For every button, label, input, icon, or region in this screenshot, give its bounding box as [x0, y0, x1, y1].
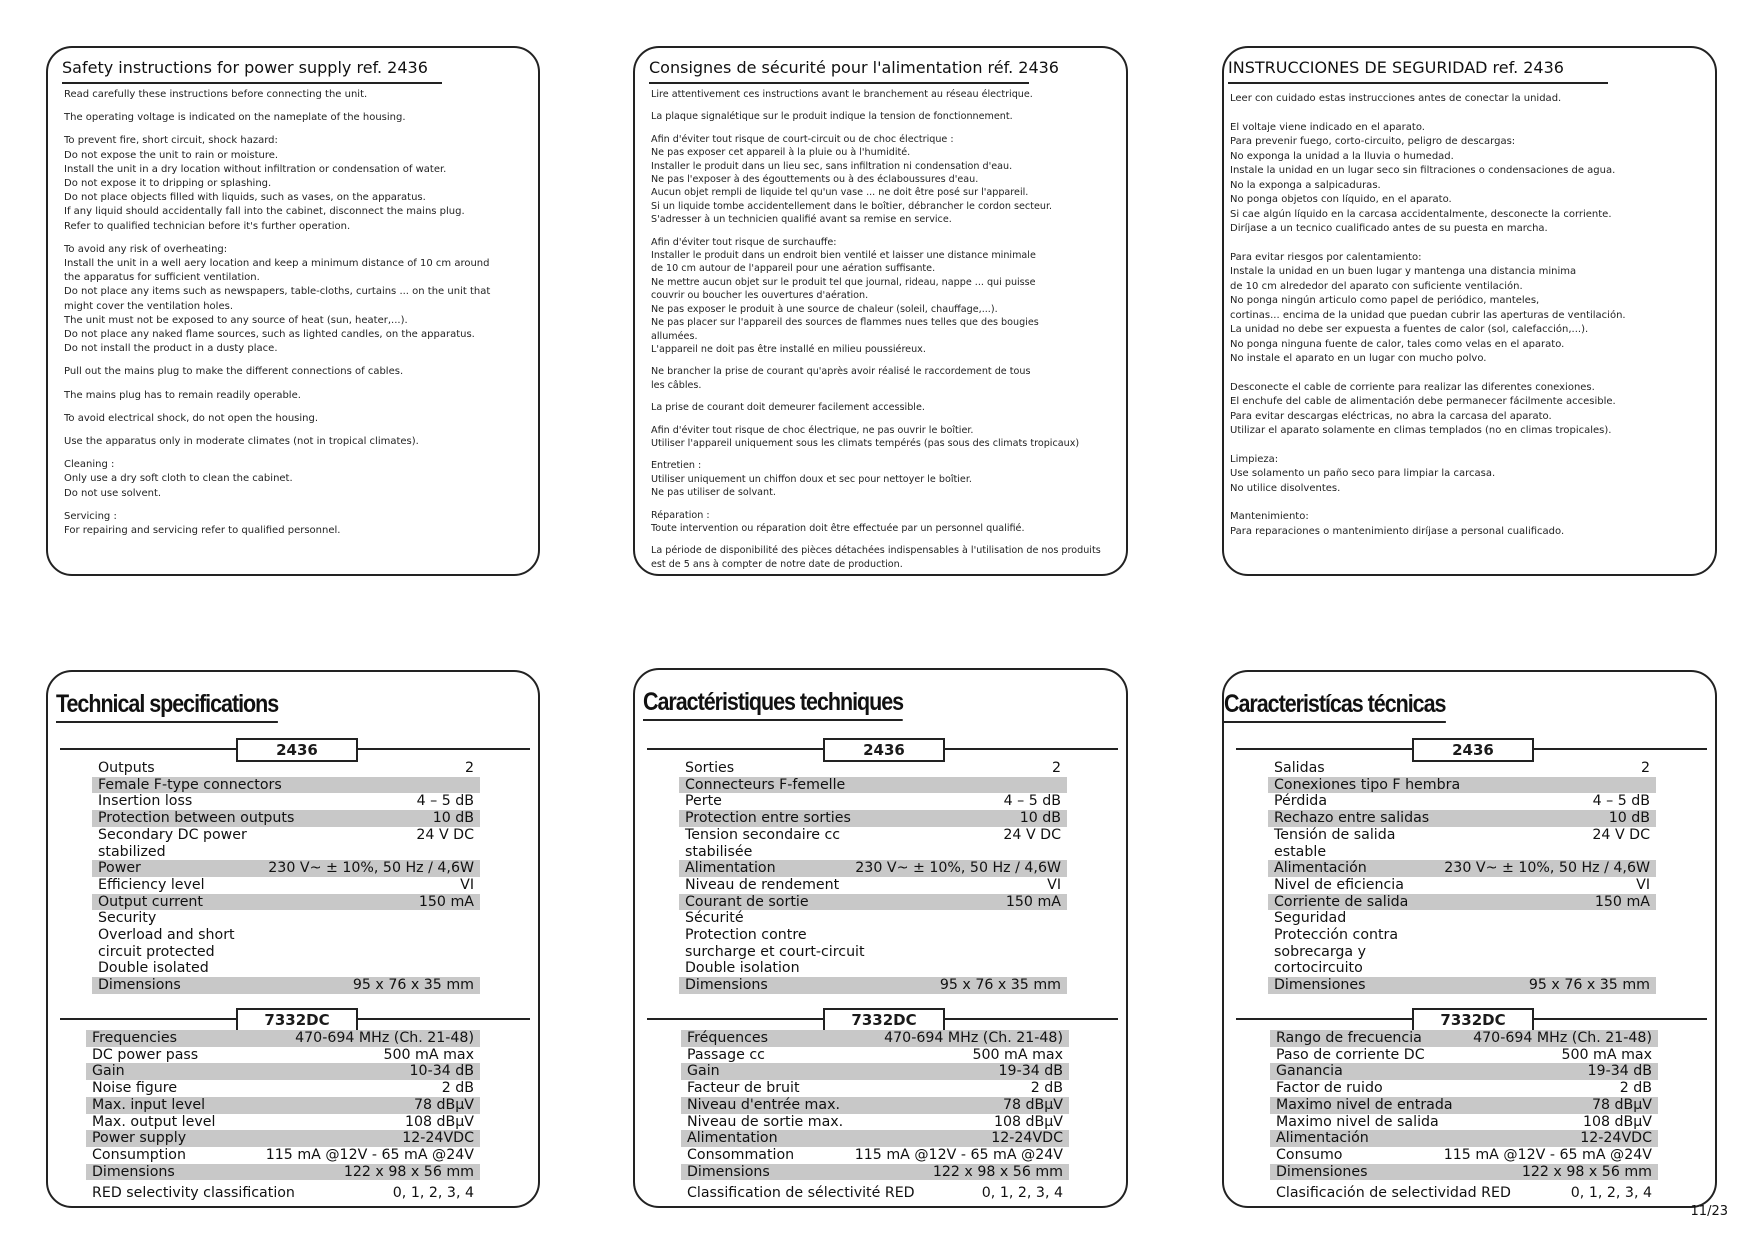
page-number: 11/23: [1690, 1204, 1728, 1219]
model-divider: [60, 741, 530, 759]
spec-row: [86, 1063, 480, 1080]
spec-label: Security Overload and short circuit protected Double isolated: [98, 910, 235, 977]
spec-value: 500 mA max: [1561, 1046, 1652, 1063]
spec-value: 122 x 98 x 56 mm: [932, 1163, 1063, 1180]
safety-paragraph: To avoid electrical shock, do not open the housing.: [64, 412, 319, 424]
red-selectivity-row: [86, 1184, 480, 1202]
spec-row: [1270, 1130, 1658, 1147]
spec-label: Power: [98, 860, 141, 877]
safety-paragraph: La prise de courant doit demeurer facilement accessible.: [651, 402, 925, 414]
safety-paragraph: Réparation : Toute intervention ou réparation doit être effectuée par un personnel qualifié.: [651, 509, 1025, 534]
spec-row: [86, 1130, 480, 1147]
spec-value: 230 V~ ± 10%, 50 Hz / 4,6W: [855, 860, 1061, 877]
spec-value: 150 mA: [1005, 893, 1061, 910]
spec-row: [86, 1164, 480, 1181]
spec-label: Tensión de salida estable: [1274, 826, 1396, 860]
spec-value: 115 mA @12V - 65 mA @24V: [854, 1146, 1063, 1163]
spec-label: Courant de sortie: [685, 893, 809, 910]
model-label: 2436: [823, 738, 945, 762]
spec-value: 10 dB: [1019, 810, 1061, 827]
spec-label: Consumption: [92, 1146, 186, 1163]
safety-paragraph: Para evitar riesgos por calentamiento: Instale la unidad en un buen lugar y mantenga una distancia minima de 10 cm alrededor del aparato con suficiente ventilación. No ponga ningún articulo como papel de periódico, manteles, cortinas... encima de la unidad que puedan cubrir las aperturas de ventilación. La unidad no debe ser expuesta a fuentes de calor (sol, calefacción,...). No ponga ninguna fuente de calor, tales como velas en el aparato. No instale el aparato en un lugar con mucho polvo.: [1230, 251, 1626, 364]
spec-table-7332dc: [681, 1030, 1069, 1202]
safety-title-en: Safety instructions for power supply ref. 2436: [62, 58, 442, 84]
spec-value: VI: [460, 876, 474, 893]
spec-label: Passage cc: [687, 1046, 765, 1063]
safety-paragraph: La période de disponibilité des pièces détachées indispensables à l'utilisation de nos produits est de 5 ans à compter de notre date de production.: [651, 545, 1101, 570]
safety-paragraph: Mantenimiento: Para reparaciones o mantenimiento diríjase a personal cualificado.: [1230, 511, 1565, 537]
spec-value: 4 – 5 dB: [1592, 793, 1650, 810]
model-label: 7332DC: [823, 1008, 945, 1032]
spec-row: [679, 777, 1067, 794]
spec-label: Consommation: [687, 1146, 795, 1163]
spec-table-7332dc: [86, 1030, 480, 1202]
spec-value: 4 – 5 dB: [416, 793, 474, 810]
spec-label: Noise figure: [92, 1080, 178, 1097]
safety-paragraph: Servicing : For repairing and servicing refer to qualified personnel.: [64, 510, 341, 537]
spec-row: [1268, 777, 1656, 794]
specs-title-fr: Caractéristiques techniques: [643, 688, 903, 721]
spec-row: [681, 1114, 1069, 1131]
safety-body-en: [64, 88, 524, 547]
spec-row: [679, 910, 1067, 977]
spec-row: [92, 877, 480, 894]
spec-row: [86, 1114, 480, 1131]
spec-value: 230 V~ ± 10%, 50 Hz / 4,6W: [268, 860, 474, 877]
model-divider: [647, 1011, 1118, 1029]
spec-label: Alimentation: [687, 1130, 778, 1147]
spec-row: [1270, 1147, 1658, 1164]
model-label: 2436: [236, 738, 358, 762]
spec-label: Max. output level: [92, 1113, 216, 1130]
spec-row: [92, 793, 480, 810]
model-divider: [1236, 741, 1707, 759]
spec-row: [1268, 793, 1656, 810]
safety-paragraph: The mains plug has to remain readily operable.: [64, 389, 301, 401]
safety-paragraph: Ne brancher la prise de courant qu'après avoir réalisé le raccordement de tous les câbles.: [651, 366, 1031, 391]
spec-label: Output current: [98, 893, 203, 910]
spec-value: 10-34 dB: [409, 1063, 474, 1080]
spec-label: Gain: [92, 1063, 125, 1080]
spec-row: [1270, 1164, 1658, 1181]
model-divider: [1236, 1011, 1707, 1029]
spec-label: Ganancia: [1276, 1063, 1343, 1080]
spec-row: [681, 1130, 1069, 1147]
spec-value: 2 dB: [1030, 1080, 1063, 1097]
spec-label: Protection entre sorties: [685, 810, 851, 827]
spec-row: [679, 977, 1067, 994]
spec-label: Sécurité Protection contre surcharge et court-circuit Double isolation: [685, 910, 865, 977]
safety-paragraph: Afin d'éviter tout risque de choc électrique, ne pas ouvrir le boîtier. Utiliser l'appareil uniquement sous les climats tempérés (pas sous des climats tropicaux): [651, 424, 1080, 449]
spec-row: [1270, 1080, 1658, 1097]
spec-value: 95 x 76 x 35 mm: [939, 977, 1061, 994]
model-label: 7332DC: [1412, 1008, 1534, 1032]
specs-panel-fr: [633, 668, 1128, 1208]
spec-value: 150 mA: [418, 893, 474, 910]
spec-value: 2: [464, 760, 474, 776]
spec-value: 122 x 98 x 56 mm: [343, 1163, 474, 1180]
spec-row: [1268, 877, 1656, 894]
spec-label: Insertion loss: [98, 793, 193, 810]
spec-row: [679, 827, 1067, 860]
spec-value: 108 dBµV: [993, 1113, 1063, 1130]
spec-label: Tension secondaire cc stabilisée: [685, 826, 841, 860]
spec-value: 500 mA max: [972, 1046, 1063, 1063]
safety-paragraph: Cleaning : Only use a dry soft cloth to clean the cabinet. Do not use solvent.: [64, 459, 293, 499]
spec-value: 12-24VDC: [402, 1130, 474, 1147]
spec-value: 108 dBµV: [1582, 1113, 1652, 1130]
spec-value: 230 V~ ± 10%, 50 Hz / 4,6W: [1444, 860, 1650, 877]
spec-label: Pérdida: [1274, 793, 1328, 810]
spec-label: Factor de ruido: [1276, 1080, 1383, 1097]
specs-panel-en: [46, 670, 540, 1208]
spec-row: [1268, 827, 1656, 860]
spec-row: [92, 977, 480, 994]
specs-title-en: Technical specifications: [56, 690, 278, 723]
spec-label: Protection between outputs: [98, 810, 295, 827]
spec-value: 10 dB: [432, 810, 474, 827]
spec-label: Corriente de salida: [1274, 893, 1409, 910]
spec-row: [92, 810, 480, 827]
spec-label: Dimensions: [98, 977, 181, 994]
spec-value: 78 dBµV: [413, 1096, 474, 1113]
spec-label: Connecteurs F-femelle: [685, 776, 846, 793]
spec-label: Fréquences: [687, 1030, 769, 1046]
safety-paragraph: Leer con cuidado estas instrucciones antes de conectar la unidad.: [1230, 93, 1562, 104]
spec-value: 0, 1, 2, 3, 4: [981, 1185, 1063, 1202]
spec-value: 2 dB: [1619, 1080, 1652, 1097]
spec-label: Dimensiones: [1276, 1163, 1368, 1180]
safety-paragraph: Desconecte el cable de corriente para realizar las diferentes conexiones. El enchufe del cable de alimentación debe permanecer fácilmente accesible. Para evitar descargas eléctricas, no abra la carcasa del aparato. Utilizar el aparato solamente en climas templados (no en climas tropicales).: [1230, 381, 1616, 436]
safety-panel-es: [1222, 46, 1717, 576]
spec-value: 2: [1051, 760, 1061, 776]
spec-row: [92, 827, 480, 860]
spec-value: 2: [1640, 760, 1650, 776]
safety-paragraph: Use the apparatus only in moderate climates (not in tropical climates).: [64, 436, 419, 448]
spec-row: [681, 1063, 1069, 1080]
spec-row: [681, 1030, 1069, 1047]
spec-row: [681, 1047, 1069, 1064]
safety-title-fr: Consignes de sécurité pour l'alimentation réf. 2436: [649, 58, 1029, 84]
spec-label: Salidas: [1274, 760, 1325, 776]
spec-row: [1270, 1114, 1658, 1131]
spec-table-2436: [92, 760, 480, 994]
safety-paragraph: El voltaje viene indicado en el aparato. Para prevenir fuego, corto-circuito, peligro de descargas: No exponga la unidad a la lluvia o humedad. Instale la unidad en un lugar seco sin filtraciones o condensaciones de agua. No la exponga a salpicaduras. No ponga objetos con líquido, en el aparato. Si cae algún líquido en la carcasa accidentalmente, desconecte la corriente. Diríjase a un tecnico cualificado antes de su puesta en marcha.: [1230, 121, 1616, 234]
spec-label: Alimentación: [1276, 1130, 1369, 1147]
spec-value: 95 x 76 x 35 mm: [1528, 977, 1650, 994]
spec-label: Max. input level: [92, 1096, 206, 1113]
spec-value: 19-34 dB: [998, 1063, 1063, 1080]
spec-row: [679, 894, 1067, 911]
spec-value: 95 x 76 x 35 mm: [352, 977, 474, 994]
spec-row: [679, 760, 1067, 777]
safety-paragraph: Lire attentivement ces instructions avant le branchement au réseau électrique.: [651, 89, 1033, 100]
spec-label: Alimentation: [685, 860, 776, 877]
spec-label: Secondary DC power stabilized: [98, 826, 247, 860]
safety-paragraph: Limpieza: Use solamento un paño seco para limpiar la carcasa. No utilice disolventes.: [1230, 453, 1496, 494]
spec-row: [679, 860, 1067, 877]
spec-value: VI: [1636, 876, 1650, 893]
spec-label: Niveau de rendement: [685, 876, 840, 893]
spec-value: 0, 1, 2, 3, 4: [1570, 1185, 1652, 1202]
safety-paragraph: Read carefully these instructions before connecting the unit.: [64, 89, 368, 100]
safety-panel-fr: [633, 46, 1128, 576]
spec-value: 78 dBµV: [1591, 1096, 1652, 1113]
spec-label: Efficiency level: [98, 876, 205, 893]
spec-label: Clasificación de selectividad RED: [1276, 1185, 1511, 1202]
safety-body-es: [1230, 92, 1701, 548]
safety-paragraph: La plaque signalétique sur le produit indique la tension de fonctionnement.: [651, 111, 1013, 123]
model-divider: [60, 1011, 530, 1029]
spec-table-2436: [679, 760, 1067, 994]
spec-row: [92, 760, 480, 777]
spec-label: Conexiones tipo F hembra: [1274, 776, 1461, 793]
spec-value: 470-694 MHz (Ch. 21-48): [884, 1030, 1063, 1046]
red-selectivity-row: [1270, 1184, 1658, 1202]
spec-label: Power supply: [92, 1130, 187, 1147]
spec-value: 122 x 98 x 56 mm: [1521, 1163, 1652, 1180]
spec-label: Nivel de eficiencia: [1274, 876, 1404, 893]
spec-value: 500 mA max: [383, 1046, 474, 1063]
model-label: 2436: [1412, 738, 1534, 762]
spec-table-2436: [1268, 760, 1656, 994]
spec-row: [1270, 1097, 1658, 1114]
spec-row: [1270, 1047, 1658, 1064]
spec-row: [92, 910, 480, 977]
spec-value: 12-24VDC: [1580, 1130, 1652, 1147]
spec-label: Rechazo entre salidas: [1274, 810, 1430, 827]
safety-paragraph: To prevent fire, short circuit, shock hazard: Do not expose the unit to rain or moisture. Install the unit in a dry location without infiltration or condensation of water. Do not expose it to dripping or splashing. Do not place objects filled with liquids, such as vases, on the apparatus. If any liquid should accidentally fall into the cabinet, disconnect the mains plug. Refer to qualified technician before it's further operation.: [64, 135, 465, 232]
spec-row: [1268, 977, 1656, 994]
spec-label: Dimensions: [92, 1163, 175, 1180]
spec-row: [679, 810, 1067, 827]
spec-row: [86, 1147, 480, 1164]
safety-paragraph: Pull out the mains plug to make the different connections of cables.: [64, 366, 404, 378]
spec-row: [681, 1164, 1069, 1181]
safety-paragraph: Afin d'éviter tout risque de court-circuit ou de choc électrique : Ne pas exposer cet appareil à la pluie ou à l'humidité. Installer le produit dans un lieu sec, sans infiltration ni condensation d'eau. Ne pas l'exposer à des égouttements ou à des éclaboussures d'eau. Aucun objet rempli de liquide tel qu'un vase ... ne doit être posé sur l'appareil. Si un liquide tombe accidentellement dans le boîtier, débrancher le cordon secteur. S'adresser à un technicien qualifié avant sa remise en service.: [651, 133, 1053, 226]
spec-row: [679, 793, 1067, 810]
spec-label: Niveau d'entrée max.: [687, 1096, 840, 1113]
red-selectivity-row: [681, 1184, 1069, 1202]
spec-row: [86, 1080, 480, 1097]
spec-label: Maximo nivel de salida: [1276, 1113, 1439, 1130]
spec-label: Frequencies: [92, 1030, 177, 1046]
safety-body-fr: [651, 88, 1112, 576]
spec-label: Consumo: [1276, 1146, 1343, 1163]
spec-row: [681, 1147, 1069, 1164]
spec-label: Classification de sélectivité RED: [687, 1185, 915, 1202]
spec-label: Dimensions: [687, 1163, 770, 1180]
spec-label: Seguridad Protección contra sobrecarga y cortocircuito: [1274, 910, 1399, 977]
spec-label: Sorties: [685, 760, 735, 776]
spec-value: 2 dB: [441, 1080, 474, 1097]
safety-panel-en: [46, 46, 540, 576]
spec-label: Gain: [687, 1063, 720, 1080]
spec-label: RED selectivity classification: [92, 1185, 295, 1202]
spec-table-7332dc: [1270, 1030, 1658, 1202]
specs-panel-es: [1222, 670, 1717, 1208]
spec-row: [1268, 760, 1656, 777]
spec-label: Dimensiones: [1274, 977, 1366, 994]
spec-row: [92, 894, 480, 911]
spec-row: [1268, 860, 1656, 877]
spec-value: 115 mA @12V - 65 mA @24V: [265, 1146, 474, 1163]
spec-label: Alimentación: [1274, 860, 1367, 877]
spec-value: 470-694 MHz (Ch. 21-48): [295, 1030, 474, 1046]
safety-paragraph: Entretien : Utiliser uniquement un chiffon doux et sec pour nettoyer le boîtier. Ne pas utiliser de solvant.: [651, 460, 972, 499]
model-label: 7332DC: [236, 1008, 358, 1032]
spec-value: 10 dB: [1608, 810, 1650, 827]
spec-label: Rango de frecuencia: [1276, 1030, 1422, 1046]
model-divider: [647, 741, 1118, 759]
spec-label: Outputs: [98, 760, 155, 776]
spec-row: [681, 1080, 1069, 1097]
spec-label: Maximo nivel de entrada: [1276, 1096, 1453, 1113]
spec-row: [1268, 894, 1656, 911]
spec-value: 24 V DC: [1003, 826, 1061, 843]
spec-row: [1270, 1030, 1658, 1047]
spec-row: [1270, 1063, 1658, 1080]
spec-label: DC power pass: [92, 1046, 199, 1063]
spec-row: [1268, 810, 1656, 827]
spec-value: 12-24VDC: [991, 1130, 1063, 1147]
spec-value: 108 dBµV: [404, 1113, 474, 1130]
safety-paragraph: To avoid any risk of overheating: Install the unit in a well aery location and keep a minimum distance of 10 cm around the apparatus for sufficient ventilation. Do not place any items such as newspapers, table-cloths, curtains ... on the unit that might cover the ventilation holes. The unit must not be exposed to any source of heat (sun, heater,...). Do not place any naked flame sources, such as lighted candles, on the apparatus. Do not install the product in a dusty place.: [64, 243, 491, 355]
spec-value: VI: [1047, 876, 1061, 893]
spec-row: [92, 860, 480, 877]
safety-paragraph: The operating voltage is indicated on the nameplate of the housing.: [64, 112, 406, 124]
spec-row: [86, 1030, 480, 1047]
spec-value: 24 V DC: [1592, 826, 1650, 843]
spec-label: Facteur de bruit: [687, 1080, 800, 1097]
spec-value: 150 mA: [1594, 893, 1650, 910]
specs-title-es: Caracteristícas técnicas: [1224, 690, 1445, 723]
spec-value: 24 V DC: [416, 826, 474, 843]
spec-value: 4 – 5 dB: [1003, 793, 1061, 810]
spec-row: [679, 877, 1067, 894]
spec-row: [1268, 910, 1656, 977]
spec-value: 0, 1, 2, 3, 4: [392, 1185, 474, 1202]
safety-title-es: INSTRUCCIONES DE SEGURIDAD ref. 2436: [1228, 58, 1608, 84]
safety-paragraph: Afin d'éviter tout risque de surchauffe: Installer le produit dans un endroit bien ventilé et laisser une distance minimale de 10 cm autour de l'appareil pour une aération suffisante. Ne mettre aucun objet sur le produit tel que journal, rideau, nappe ... qui puisse couvrir ou boucher les ouvertures d'aération. Ne pas exposer le produit à une source de chaleur (soleil, chauffage,...). Ne pas placer sur l'appareil des sources de flammes nues telles que des bougies allumées. L'appareil ne doit pas être installé en milieu poussiéreux.: [651, 236, 1039, 355]
spec-label: Dimensions: [685, 977, 768, 994]
spec-row: [92, 777, 480, 794]
spec-label: Female F-type connectors: [98, 776, 282, 793]
spec-row: [681, 1097, 1069, 1114]
spec-label: Perte: [685, 793, 722, 810]
spec-row: [86, 1047, 480, 1064]
spec-value: 19-34 dB: [1587, 1063, 1652, 1080]
spec-value: 78 dBµV: [1002, 1096, 1063, 1113]
spec-label: Paso de corriente DC: [1276, 1046, 1425, 1063]
spec-row: [86, 1097, 480, 1114]
spec-value: 115 mA @12V - 65 mA @24V: [1443, 1146, 1652, 1163]
spec-value: 470-694 MHz (Ch. 21-48): [1473, 1030, 1652, 1046]
spec-label: Niveau de sortie max.: [687, 1113, 844, 1130]
